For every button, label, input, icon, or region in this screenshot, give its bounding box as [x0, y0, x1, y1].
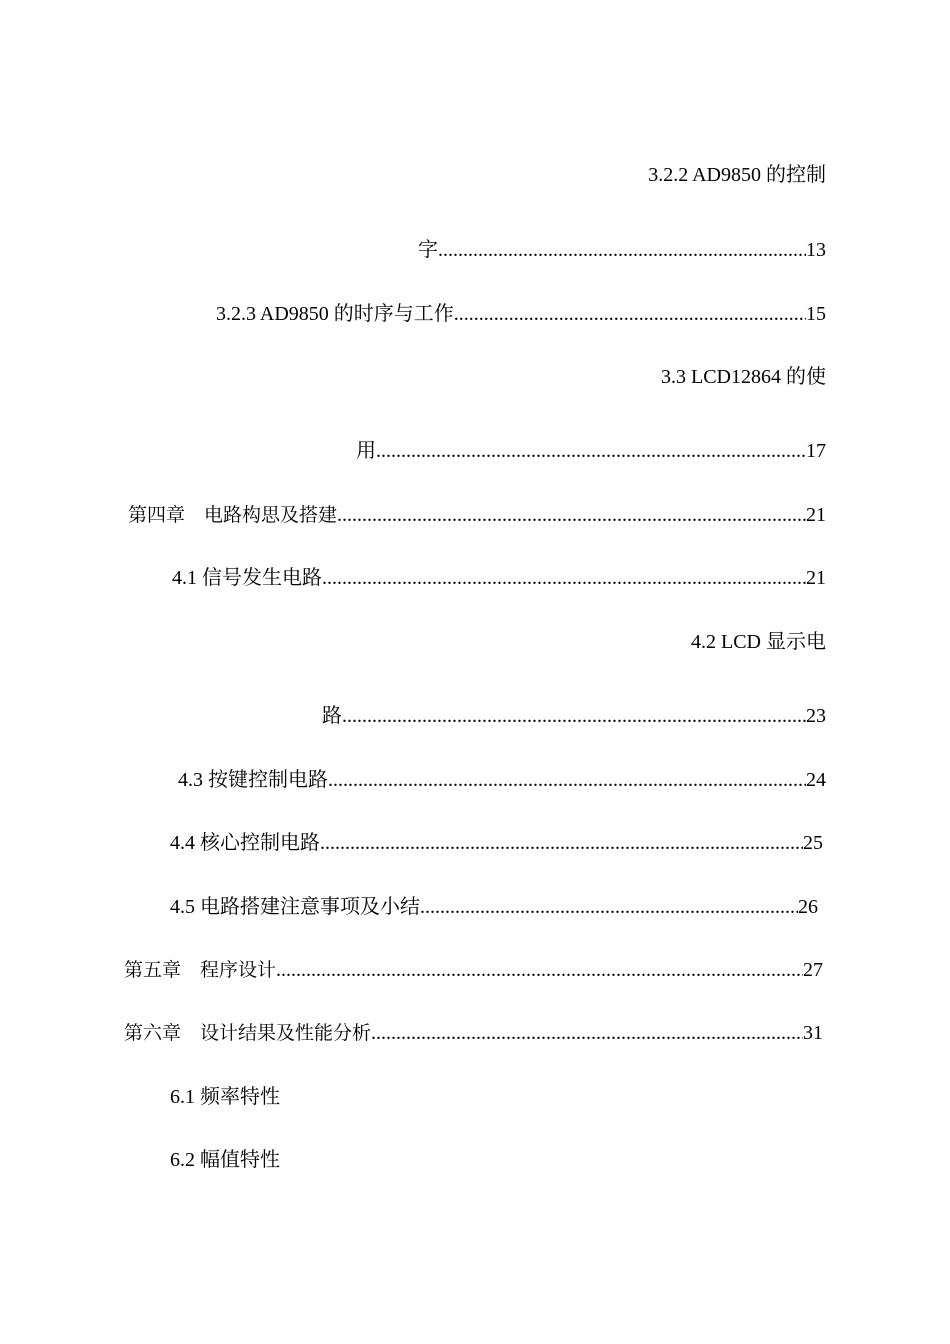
toc-entry-3-2-2[interactable] — [418, 238, 826, 262]
dot-leader — [276, 958, 803, 982]
toc-chapter-4[interactable] — [128, 503, 826, 527]
toc-page-number: 27 — [803, 959, 823, 981]
dot-leader — [376, 439, 806, 463]
dot-leader — [438, 238, 806, 262]
toc-entry-4-2-continuation: 路 — [322, 705, 342, 727]
dot-leader — [371, 1021, 803, 1045]
toc-page-number: 13 — [806, 239, 826, 261]
toc-entry-4-2-label: 4.2 LCD 显示电 — [691, 631, 826, 653]
toc-entry-3-3[interactable] — [356, 439, 826, 463]
toc-entry-4-3[interactable] — [178, 768, 826, 792]
toc-page-number: 21 — [806, 504, 826, 526]
toc-entry-4-5-label: 4.5 电路搭建注意事项及小结 — [170, 896, 420, 918]
toc-entry-6-2[interactable] — [170, 1148, 470, 1172]
dot-leader — [328, 768, 806, 792]
toc-chapter-5[interactable] — [124, 958, 823, 982]
toc-entry-4-4-label: 4.4 核心控制电路 — [170, 832, 320, 854]
dot-leader — [454, 302, 806, 326]
dot-leader — [322, 566, 806, 590]
toc-page-number: 15 — [806, 303, 826, 325]
toc-entry-3-2-3-label: 3.2.3 AD9850 的时序与工作 — [216, 303, 454, 325]
toc-entry-3-2-3[interactable] — [216, 302, 826, 326]
toc-entry-3-3-continuation: 用 — [356, 440, 376, 462]
toc-entry-3-3-title — [400, 365, 826, 389]
toc-entry-4-2-title — [400, 630, 826, 654]
toc-entry-4-3-label: 4.3 按键控制电路 — [178, 769, 328, 791]
toc-page-number: 21 — [806, 567, 826, 589]
dot-leader — [342, 704, 806, 728]
toc-page-number: 17 — [806, 440, 826, 462]
toc-entry-3-3-label: 3.3 LCD12864 的使 — [661, 366, 826, 388]
toc-entry-4-4[interactable] — [170, 831, 823, 855]
toc-entry-3-2-2-continuation: 字 — [418, 239, 438, 261]
dot-leader — [337, 503, 806, 527]
toc-entry-4-1-label: 4.1 信号发生电路 — [172, 567, 322, 589]
toc-page-number: 31 — [803, 1022, 823, 1044]
toc-entry-3-2-2-title — [400, 163, 826, 187]
toc-entry-6-1-label: 6.1 频率特性 — [170, 1086, 280, 1108]
toc-chapter-4-label: 第四章 电路构思及搭建 — [128, 504, 338, 526]
dot-leader — [320, 831, 803, 855]
toc-chapter-6-label: 第六章 设计结果及性能分析 — [124, 1022, 372, 1044]
toc-page-number: 24 — [806, 769, 826, 791]
toc-page-number: 26 — [798, 896, 818, 918]
toc-entry-6-2-label: 6.2 幅值特性 — [170, 1149, 280, 1171]
dot-leader — [420, 895, 798, 919]
toc-entry-4-2[interactable] — [322, 704, 826, 728]
toc-page-number: 25 — [803, 832, 823, 854]
toc-entry-4-5[interactable] — [170, 895, 818, 919]
toc-chapter-6[interactable] — [124, 1021, 823, 1045]
toc-chapter-5-label: 第五章 程序设计 — [124, 959, 277, 981]
toc-page-number: 23 — [806, 705, 826, 727]
toc-entry-6-1[interactable] — [170, 1085, 470, 1109]
toc-entry-3-2-2-label: 3.2.2 AD9850 的控制 — [648, 164, 826, 186]
toc-entry-4-1[interactable] — [172, 566, 826, 590]
